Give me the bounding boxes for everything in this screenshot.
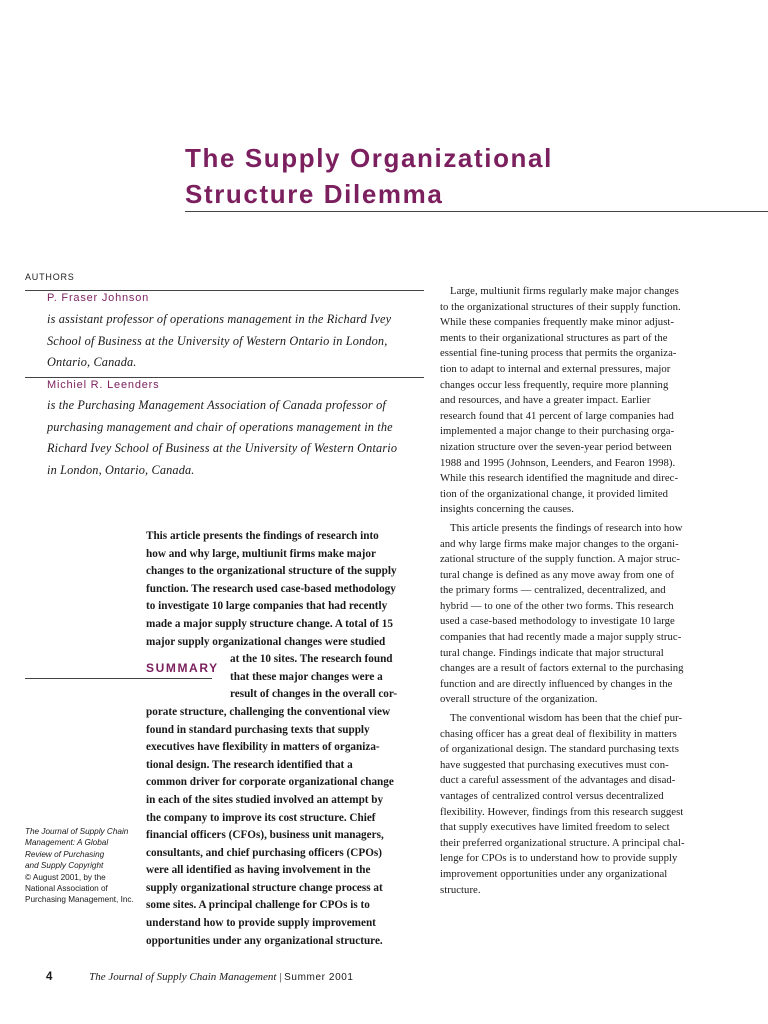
body-line: 1988 and 1995 (Johnson, Leenders, and Fearon 1998). — [440, 456, 676, 469]
body-line: duct a careful assessment of the advantages and disad- — [440, 774, 676, 787]
body-line: While these companies frequently make minor adjust- — [440, 316, 675, 329]
summary-line: financial officers (CFOs), business unit managers, — [146, 829, 384, 842]
copyright-notice — [25, 826, 143, 906]
summary-divider — [25, 678, 212, 679]
body-line: While this research identified the magnitude and direc- — [440, 472, 679, 485]
summary-line: how and why large, multiunit firms make major — [146, 547, 376, 560]
summary-line: opportunities under any organizational structure. — [146, 934, 383, 947]
author-bio-2-line: in London, Ontario, Canada. — [47, 462, 195, 477]
summary-line: understand how to provide supply improvement — [146, 917, 376, 930]
body-line: changes are a result of factors external to the purchasing — [440, 662, 684, 675]
page-footer — [46, 971, 354, 983]
title-divider — [185, 211, 768, 212]
summary-line: tional design. The research identified that a — [146, 758, 353, 771]
author-bio-1-line: Ontario, Canada. — [47, 355, 137, 369]
authors-label: AUTHORS — [25, 272, 75, 282]
author-bio-2-line: Richard Ivey School of Business at the University of Western Ontario — [47, 441, 398, 455]
summary-line: that these major changes were a — [230, 670, 383, 683]
body-line: have suggested that purchasing executives must con- — [440, 758, 669, 771]
author-name-1: P. Fraser Johnson — [47, 292, 150, 304]
body-line: and resources, and have a greater impact. Earlier — [440, 394, 651, 407]
body-line: and why large firms make major changes to the organi- — [440, 537, 679, 550]
summary-line: major supply organizational changes were studied — [146, 635, 386, 648]
body-line: improvement opportunities under any organizational — [440, 867, 668, 880]
summary-line: executives have flexibility in matters of organiza- — [146, 741, 380, 754]
article-title — [185, 140, 553, 212]
body-line: vantages of centralized control versus decentralized — [440, 790, 664, 802]
summary-line: porate structure, challenging the conventional view — [146, 705, 391, 718]
copyright-line: © August 2001, by the — [25, 872, 106, 882]
body-text-column — [440, 284, 736, 901]
body-line: insights concerning the causes. — [440, 503, 574, 516]
body-line: ments to their organizational structures as part of the — [440, 331, 668, 344]
author-bio-1-line: School of Business at the University of Western Ontario in London, — [47, 333, 388, 348]
summary-line: were all identified as having involvement in the — [146, 864, 371, 877]
summary-line: consultants, and chief purchasing officers (CPOs) — [146, 846, 382, 859]
summary-line: in each of the sites studied involved an attempt by — [146, 793, 384, 806]
body-line: The conventional wisdom has been that the chief pur- — [450, 712, 683, 725]
footer-separator: | — [276, 971, 285, 983]
author-divider-2 — [25, 377, 424, 378]
body-line: function and are directly influenced by changes in the — [440, 677, 673, 690]
author-bio-1-line: is assistant professor of operations management in the Richard Ivey — [47, 312, 392, 326]
summary-line: function. The research used case-based methodology — [146, 582, 396, 595]
author-bio-2-line: is the Purchasing Management Association of Canada professor of — [47, 398, 386, 412]
author-name-2: Michiel R. Leenders — [47, 379, 160, 391]
article-title-line-1: The Supply Organizational — [185, 143, 553, 173]
body-paragraph — [440, 711, 736, 898]
body-line: tion to adapt to internal and external pressures, major — [440, 362, 671, 375]
summary-line: This article presents the findings of research into — [146, 530, 379, 542]
body-line: overall structure of the organization. — [440, 693, 598, 706]
body-line: This article presents the findings of research into how — [450, 521, 683, 534]
body-line: implemented a major change to their purchasing orga- — [440, 425, 675, 438]
body-line: of organizational design. The standard purchasing texts — [440, 743, 679, 756]
summary-line: at the 10 sites. The research found — [230, 653, 393, 666]
author-bio-2 — [47, 395, 427, 481]
summary-label: SUMMARY — [146, 661, 219, 675]
body-line: lenge for CPOs is to understand how to provide supply — [440, 852, 678, 865]
body-line: their preferred organizational structure. A principal chal- — [440, 836, 685, 849]
body-paragraph — [440, 521, 736, 708]
body-line: research found that 41 percent of large companies had — [440, 409, 674, 422]
summary-line: supply organizational structure change process at — [146, 881, 383, 894]
footer-journal-name: The Journal of Supply Chain Management — [89, 971, 277, 983]
body-line: hybrid — to one of the other two forms. This research — [440, 599, 674, 612]
summary-text — [146, 528, 429, 950]
summary-line: the company to improve its cost structure. Chief — [146, 811, 376, 824]
body-line: nization structure over the seven-year period between — [440, 440, 672, 453]
footer-issue: Summer 2001 — [284, 972, 354, 983]
summary-line: found in standard purchasing texts that supply — [146, 723, 370, 736]
body-line: zational structure of the supply function. A major struc- — [440, 553, 680, 566]
body-line: flexibility. However, findings from this research suggest — [440, 805, 684, 818]
body-line: to the organizational structures of their supply function. — [440, 300, 681, 313]
body-paragraph — [440, 284, 736, 518]
copyright-line: The Journal of Supply Chain — [25, 827, 129, 836]
summary-line: some sites. A principal challenge for CPOs is to — [146, 899, 370, 912]
body-line: the primary forms — centralized, decentralized, and — [440, 584, 666, 597]
body-line: changes occur less frequently, require more planning — [440, 378, 669, 391]
body-line: tural change is defined as any move away from one of — [440, 568, 675, 581]
author-bio-1 — [47, 309, 427, 374]
summary-line: common driver for corporate organizational change — [146, 776, 394, 789]
summary-line: changes to the organizational structure of the supply — [146, 565, 397, 578]
copyright-line: Purchasing Management, Inc. — [25, 895, 134, 905]
copyright-line: National Association of — [25, 884, 108, 894]
body-line: tural change. Findings indicate that major structural — [440, 646, 664, 659]
author-divider-1 — [25, 290, 424, 291]
body-line: used a case-based methodology to investigate 10 large — [440, 615, 675, 628]
page-number: 4 — [46, 971, 53, 983]
author-bio-2-line: purchasing management and chair of operations management in the — [47, 419, 393, 434]
summary-line: result of changes in the overall cor- — [230, 688, 398, 701]
copyright-line: Review of Purchasing — [25, 849, 105, 859]
copyright-line: and Supply Copyright — [25, 861, 104, 871]
article-title-line-2: Structure Dilemma — [185, 179, 444, 209]
body-line: companies that had recently made a major supply struc- — [440, 631, 682, 644]
body-line: Large, multiunit firms regularly make major changes — [450, 285, 679, 297]
body-line: that supply executives have limited freedom to select — [440, 821, 670, 834]
body-line: essential fine-tuning process that permits the organiza- — [440, 347, 677, 360]
body-line: chasing officer has a great deal of flexibility in matters — [440, 727, 677, 740]
body-line: tion of the organizational change, it provided limited — [440, 487, 669, 500]
body-line: structure. — [440, 883, 481, 896]
summary-line: made a major supply structure change. A total of 15 — [146, 617, 393, 630]
copyright-line: Management: A Global — [25, 838, 109, 848]
summary-line: to investigate 10 large companies that had recently — [146, 600, 388, 613]
